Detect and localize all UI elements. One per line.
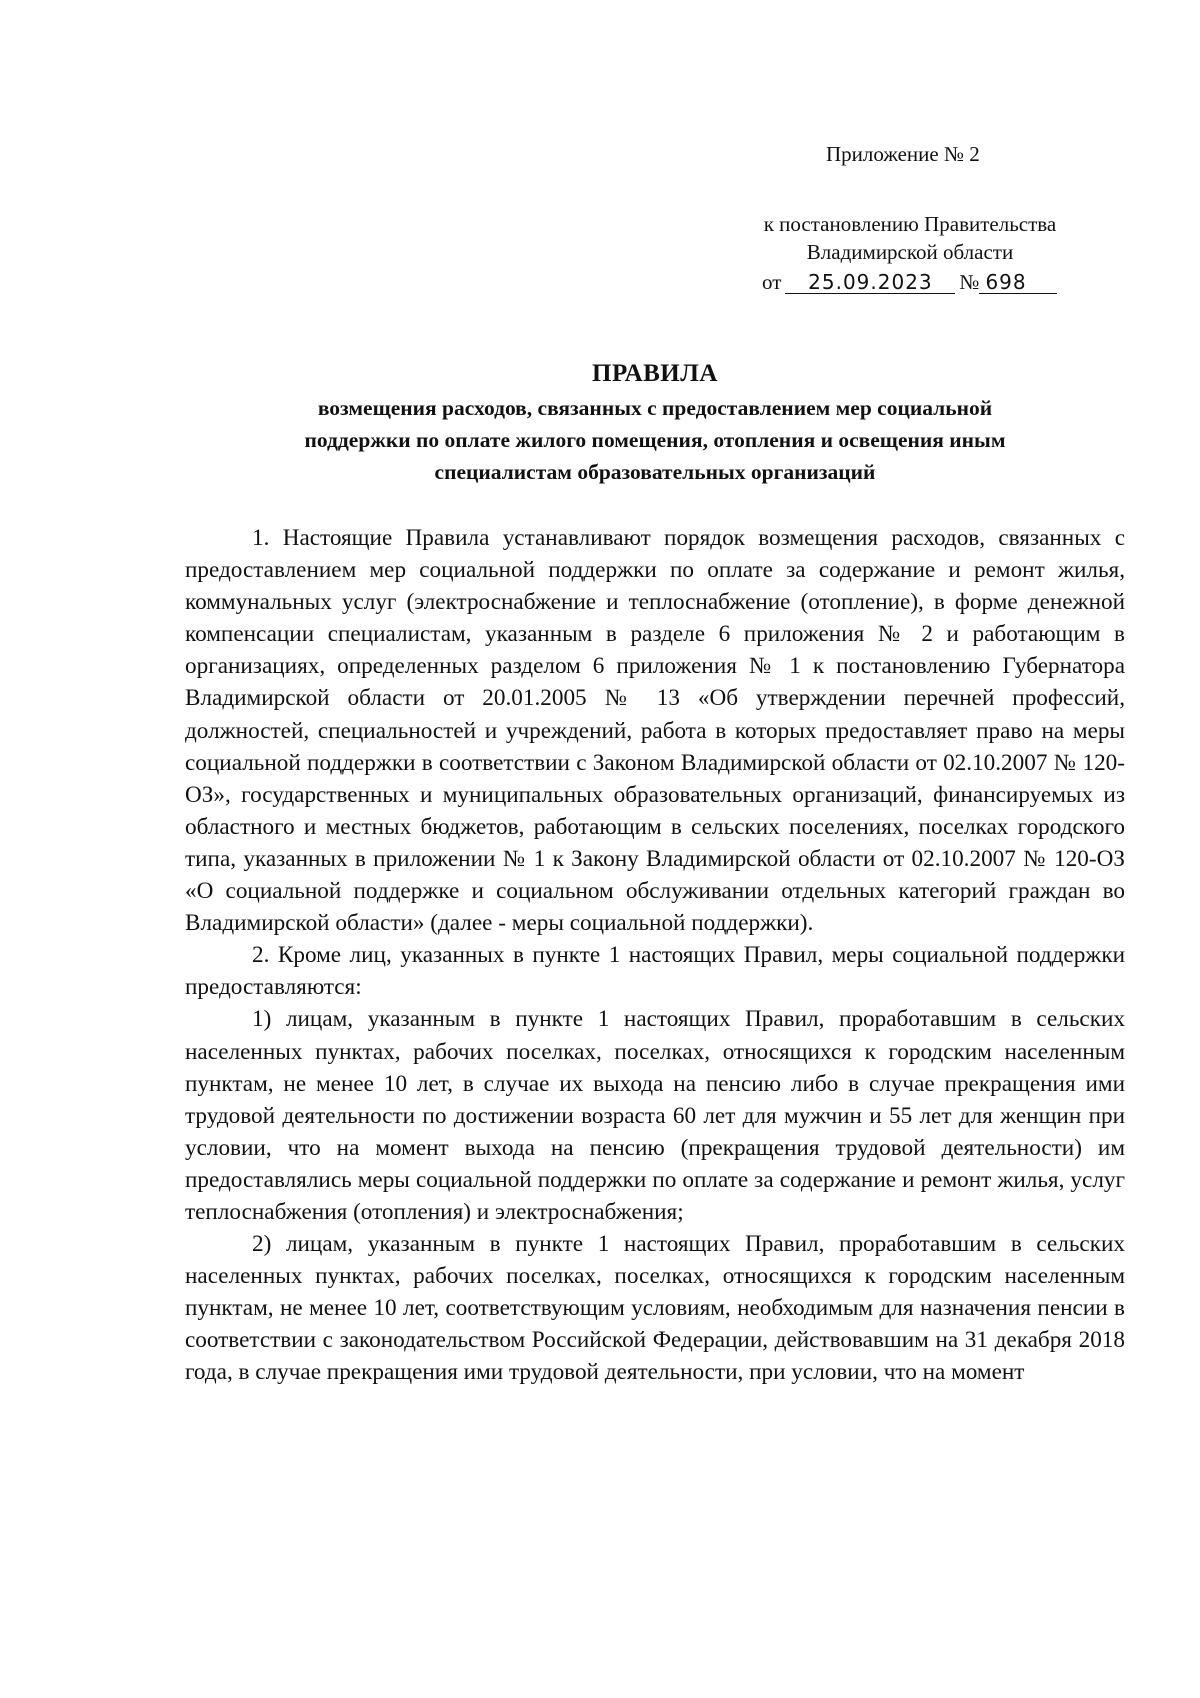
appendix-title: Приложение № 2 [826, 142, 980, 166]
document-heading [185, 356, 1125, 488]
appendix-date-line [762, 268, 1057, 296]
appendix-reference [730, 210, 1090, 266]
paragraph-1: 1. Настоящие Правила устанавливают порядок возмещения расходов, связанных с предоставлением мер социальной поддержки по оплате за содержание и ремонт жилья, коммунальных услуг (электроснабжение и теплоснабжение (отопление), в форме денежной компенсации специалистам, указанным в разделе 6 приложения № 2 и работающим в организациях, определенных разделом 6 приложения № 1 к постановлению Губернатора Владимирской области от 20.01.2005 № 13 «Об утверждении перечней профессий, должностей, специальностей и учреждений, работа в которых предоставляет право на меры социальной поддержки в соответствии с Законом Владимирской области от 02.10.2007 № 120-ОЗ», государственных и муниципальных образовательных организаций, финансируемых из областного и местных бюджетов, работающим в сельских поселениях, поселках городского типа, указанных в приложении № 1 к Закону Владимирской области от 02.10.2007 № 120-ОЗ «О социальной поддержке и социальном обслуживании отдельных категорий граждан во Владимирской области» (далее - меры социальной поддержки). [185, 525, 1125, 937]
appendix-reference-line1: к постановлению Правительства [763, 212, 1057, 236]
heading-subtitle-line3: специалистам образовательных организаций [434, 460, 876, 484]
document-body [185, 522, 1125, 1389]
number-value: 698 [979, 271, 1057, 294]
appendix-reference-line2: Владимирской области [806, 240, 1014, 264]
heading-title: ПРАВИЛА [592, 360, 718, 387]
date-value: 25.09.2023 [785, 271, 955, 294]
paragraph-2: 2. Кроме лиц, указанных в пункте 1 настоящих Правил, меры социальной поддержки предоставляются: [185, 942, 1125, 1001]
heading-subtitle-line2: поддержки по оплате жилого помещения, отопления и освещения иным [304, 428, 1006, 452]
paragraph-2-item-2: 2) лицам, указанным в пункте 1 настоящих Правил, проработавшим в сельских населенных пунктах, рабочих поселках, поселках, относящихся к городским населенным пунктам, не менее 10 лет, соответствующим условиям, необходимым для назначения пенсии в соответствии с законодательством Российской Федерации, действовавшим на 31 декабря 2018 года, в случае прекращения ими трудовой деятельности, при условии, что на момент [185, 1231, 1125, 1386]
date-prefix: от [762, 270, 782, 294]
number-prefix: № [959, 270, 980, 294]
paragraph-2-item-1: 1) лицам, указанным в пункте 1 настоящих Правил, проработавшим в сельских населенных пунктах, рабочих поселках, поселках, относящихся к городским населенным пунктам, не менее 10 лет, в случае их выхода на пенсию либо в случае прекращения ими трудовой деятельности по достижении возраста 60 лет для мужчин и 55 лет для женщин при условии, что на момент выхода на пенсию (прекращения трудовой деятельности) им предоставлялись меры социальной поддержки по оплате за содержание и ремонт жилья, услуг теплоснабжения (отопления) и электроснабжения; [185, 1006, 1125, 1225]
heading-subtitle-line1: возмещения расходов, связанных с предоставлением мер социальной [317, 396, 993, 420]
